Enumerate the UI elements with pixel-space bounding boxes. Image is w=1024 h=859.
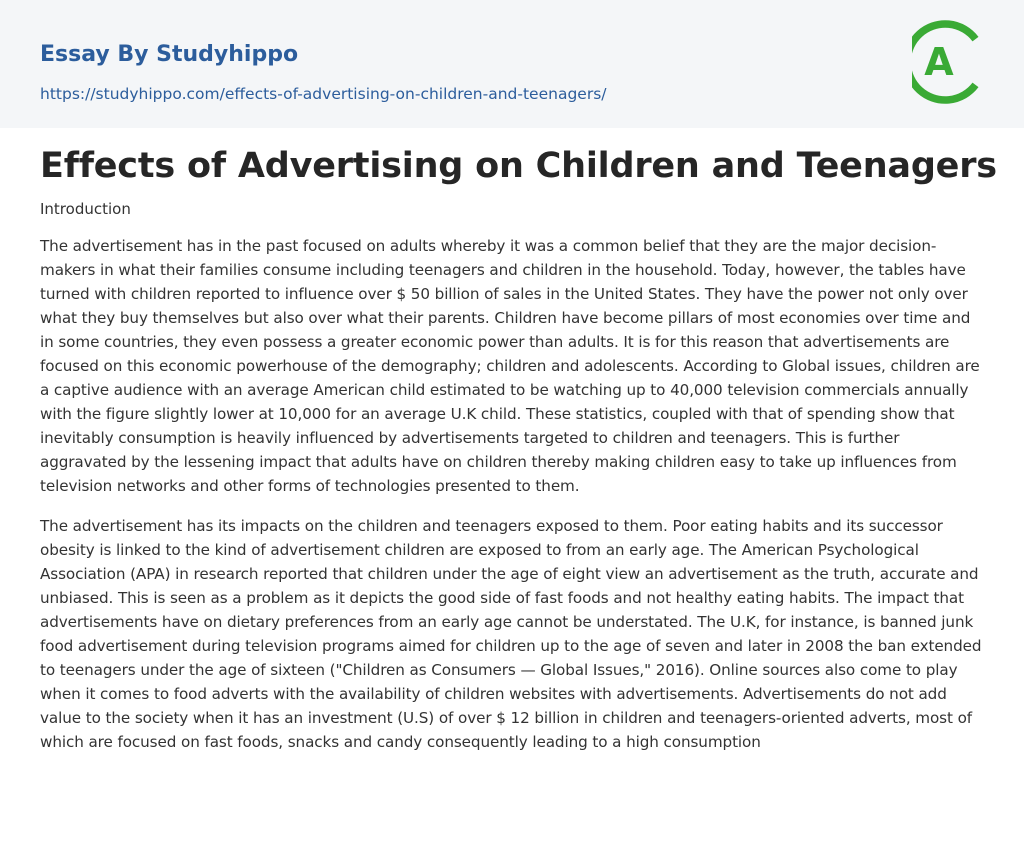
- article-body: [40, 234, 984, 770]
- paragraph-2: The advertisement has its impacts on the children and teenagers exposed to them. Poor eating habits and its successor obesity is linked to the kind of advertisement children are exposed to from an early age. The American Psychological Association (APA) in research reported that children under the age of eight view an advertisement as the truth, accurate and unbiased. This is seen as a problem as it depicts the good side of fast foods and not healthy eating habits. The impact that advertisements have on dietary preferences from an early age cannot be understated. The U.K, for instance, is banned junk food advertisement during television programs aimed for children up to the age of seven and later in 2008 the ban extended to teenagers under the age of sixteen ("Children as Consumers — Global Issues," 2016). Online sources also come to play when it comes to food adverts with the availability of children websites with advertisements. Advertisements do not add value to the society when it has an investment (U.S) of over $ 12 billion in children and teenagers-oriented adverts, most of which are focused on fast foods, snacks and candy consequently leading to a high consumption: [40, 517, 982, 751]
- logo-letter: A: [924, 40, 954, 84]
- section-heading-introduction: Introduction: [40, 200, 131, 218]
- article-url-link[interactable]: https://studyhippo.com/effects-of-advertising-on-children-and-teenagers/: [40, 85, 607, 103]
- site-brand[interactable]: Essay By Studyhippo: [40, 42, 299, 67]
- article-title: Effects of Advertising on Children and Teenagers: [40, 146, 997, 186]
- studyhippo-logo-icon[interactable]: [912, 19, 986, 105]
- paragraph-1: The advertisement has in the past focused on adults whereby it was a common belief that they are the major decision-makers in what their families consume including teenagers and children in the household. Today, however, the tables have turned with children reported to influence over $ 50 billion of sales in the United States. They have the power not only over what they buy themselves but also over what their parents. Children have become pillars of most economies over time and in some countries, they even possess a greater economic power than adults. It is for this reason that advertisements are focused on this economic powerhouse of the demography; children and adolescents. According to Global issues, children are a captive audience with an average American child estimated to be watching up to 40,000 television commercials annually with the figure slightly lower at 10,000 for an average U.K child. These statistics, coupled with that of spending show that inevitably consumption is heavily influenced by advertisements targeted to children and teenagers. This is further aggravated by the lessening impact that adults have on children thereby making children easy to take up influences from television networks and other forms of technologies presented to them.: [40, 237, 980, 495]
- site-header: [0, 0, 1024, 128]
